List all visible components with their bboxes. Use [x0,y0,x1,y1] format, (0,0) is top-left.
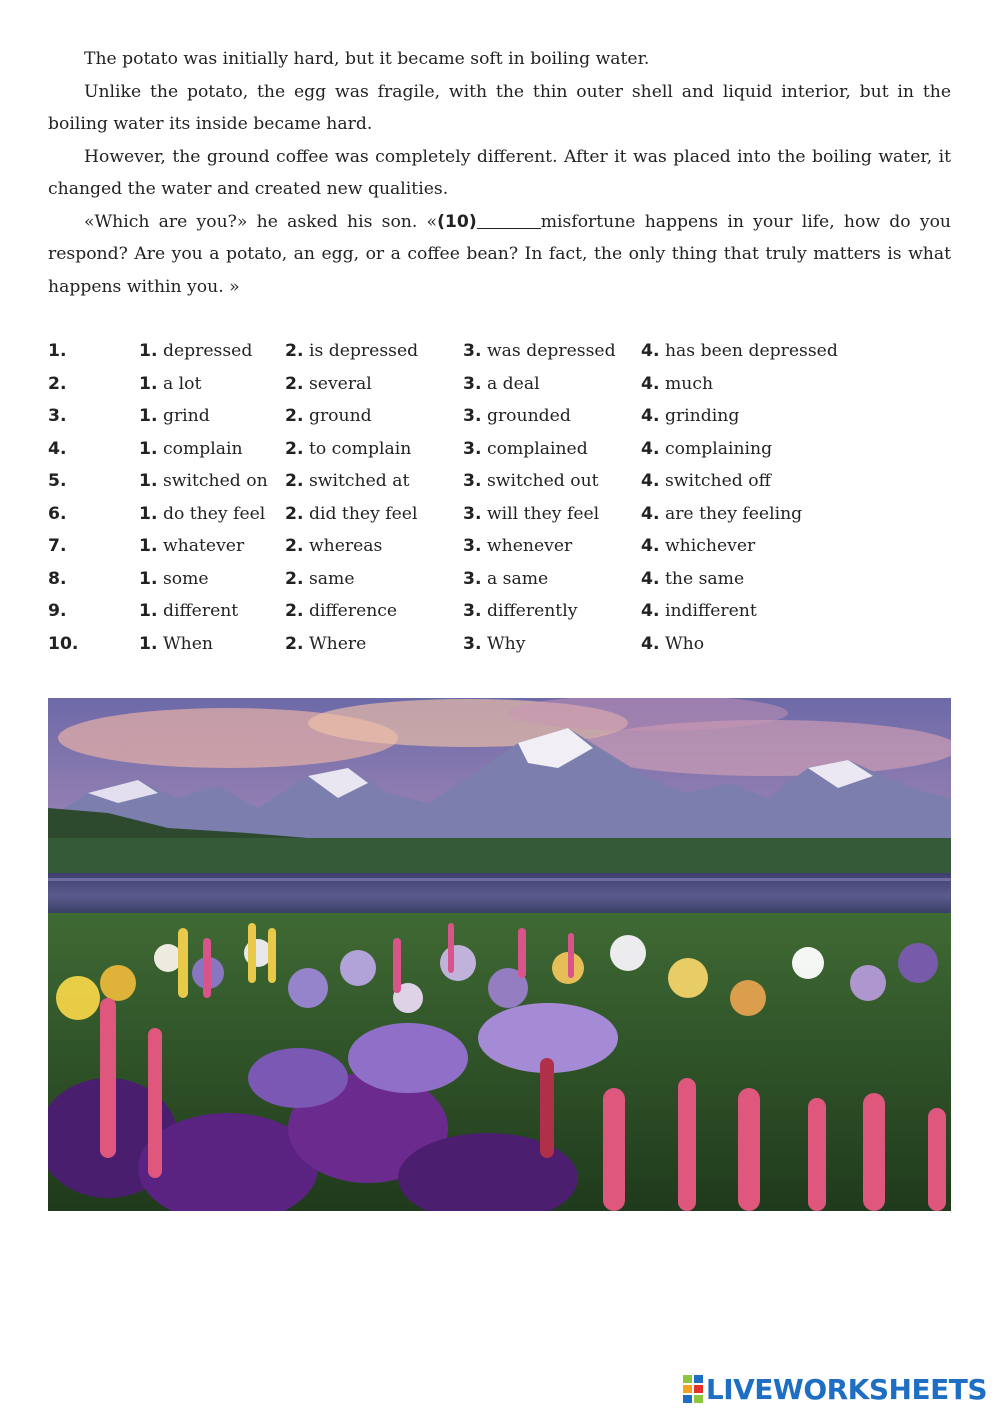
option-number: 3. [463,601,482,621]
option-number: 2. [285,406,304,426]
question-row-2 [48,368,951,401]
option-text: Why [486,633,526,654]
option-number: 3. [463,471,482,491]
option-number: 1. [139,601,158,621]
question-number: 8. [48,568,67,589]
option-number: 4. [641,438,660,459]
option-number: 4. [641,568,660,589]
option-text: a lot [162,373,202,394]
option-text: whereas [308,536,383,556]
option-text: complained [486,438,588,459]
option-text: some [162,568,209,589]
question-number: 1. [48,341,67,361]
option-text: whenever [486,536,573,556]
liveworksheets-logo-icon [682,1374,704,1404]
option-2[interactable] [285,335,418,368]
option-2[interactable] [285,433,411,466]
option-3[interactable] [463,335,616,368]
option-number: 4. [641,373,660,394]
option-number: 4. [641,633,660,654]
question-row-6 [48,498,951,531]
option-text: difference [308,601,398,621]
passage-paragraph-4 [48,206,951,304]
option-text: complaining [664,438,773,459]
option-number: 4. [641,601,660,621]
option-2[interactable] [285,595,397,628]
option-number: 1. [139,471,158,491]
option-1[interactable] [139,628,213,661]
option-2[interactable] [285,530,382,563]
reading-passage [48,43,951,303]
option-3[interactable] [463,465,599,498]
option-number: 2. [285,438,304,459]
option-text: has been depressed [664,341,838,361]
option-number: 3. [463,341,482,361]
liveworksheets-logo [682,1372,987,1406]
option-1[interactable] [139,400,210,433]
option-number: 4. [641,536,660,556]
option-2[interactable] [285,465,409,498]
option-number: 2. [285,601,304,621]
option-text: same [308,568,355,589]
option-1[interactable] [139,368,201,401]
option-number: 1. [139,373,158,394]
question-row-10 [48,628,951,661]
option-4[interactable] [641,595,757,628]
question-number: 9. [48,601,67,621]
option-1[interactable] [139,595,238,628]
option-number: 2. [285,568,304,589]
option-4[interactable] [641,498,802,531]
option-number: 1. [139,503,158,524]
option-number: 4. [641,503,660,524]
option-text: depressed [162,341,253,361]
liveworksheets-logo-text: LIVEWORKSHEETS [705,1372,987,1406]
option-number: 3. [463,373,482,394]
option-1[interactable] [139,335,252,368]
question-row-1 [48,335,951,368]
option-1[interactable] [139,530,244,563]
question-row-8 [48,563,951,596]
option-text: a deal [486,373,540,394]
option-2[interactable] [285,498,417,531]
option-text: much [664,373,714,394]
option-number: 1. [139,341,158,361]
option-text: When [162,633,213,654]
option-4[interactable] [641,433,772,466]
gap-blank-10 [477,210,541,228]
option-4[interactable] [641,465,771,498]
question-row-4 [48,433,951,466]
option-number: 3. [463,633,482,654]
option-2[interactable] [285,563,355,596]
option-number: 4. [641,471,660,491]
option-1[interactable] [139,498,265,531]
option-1[interactable] [139,433,243,466]
option-number: 3. [463,568,482,589]
option-text: switched on [162,471,268,491]
option-number: 2. [285,341,304,361]
option-text: differently [486,601,578,621]
option-2[interactable] [285,628,366,661]
option-3[interactable] [463,530,572,563]
question-number: 6. [48,503,67,524]
option-text: ground [308,406,372,426]
option-text: Who [664,633,705,654]
passage-paragraph-1: The potato was initially hard, but it became soft in boiling water. [84,49,650,69]
question-number: 3. [48,406,67,426]
mountain-lake-flowers-photo [48,698,951,1211]
passage-p4-before: «Which are you?» he asked his son. « [84,211,438,232]
question-row-9 [48,595,951,628]
passage-paragraph-3: However, the ground coffee was completely different. After it was placed into the boiling water, it changed the water and created new qualities. [48,146,951,199]
passage-p4-after: misfortune happens in your life, how do you respond? Are you a potato, an egg, or a coffee bean? In fact, the only thing that truly matters is what happens within you. » [48,211,951,297]
option-3[interactable] [463,595,577,628]
question-row-3 [48,400,951,433]
question-number: 10. [48,633,79,654]
option-text: do they feel [162,503,266,524]
passage-paragraph-2: Unlike the potato, the egg was fragile, with the thin outer shell and liquid interior, but in the boiling water its inside became hard. [48,81,951,134]
option-4[interactable] [641,563,744,596]
option-text: grinding [664,406,740,426]
option-3[interactable] [463,433,588,466]
option-number: 3. [463,406,482,426]
question-number: 4. [48,438,67,459]
question-number: 5. [48,471,67,491]
question-row-7 [48,530,951,563]
option-number: 1. [139,406,158,426]
option-text: several [308,373,372,394]
option-4[interactable] [641,335,838,368]
option-number: 2. [285,471,304,491]
option-number: 1. [139,536,158,556]
option-text: whatever [162,536,245,556]
option-text: is depressed [308,341,419,361]
option-1[interactable] [139,465,268,498]
option-text: grounded [486,406,571,426]
option-3[interactable] [463,628,525,661]
option-text: switched off [664,471,771,491]
option-text: are they feeling [664,503,803,524]
option-3[interactable] [463,368,540,401]
option-number: 4. [641,406,660,426]
option-text: Where [308,633,367,654]
option-4[interactable] [641,628,704,661]
option-text: whichever [664,536,756,556]
option-text: complain [162,438,243,459]
option-3[interactable] [463,400,571,433]
option-text: to complain [308,438,412,459]
option-text: switched at [308,471,410,491]
gap-number-10: (10) [437,211,477,232]
question-row-5 [48,465,951,498]
question-number: 7. [48,536,67,556]
option-text: did they feel [308,503,418,524]
option-number: 1. [139,438,158,459]
option-text: will they feel [486,503,600,524]
option-4[interactable] [641,368,713,401]
option-text: the same [664,568,745,589]
option-text: was depressed [486,341,616,361]
answer-options-table [48,335,951,660]
option-number: 2. [285,503,304,524]
option-text: indifferent [664,601,757,621]
option-number: 3. [463,503,482,524]
option-3[interactable] [463,498,599,531]
option-number: 3. [463,536,482,556]
option-4[interactable] [641,400,739,433]
option-text: different [162,601,239,621]
option-text: switched out [486,471,599,491]
option-number: 1. [139,633,158,654]
option-text: grind [162,406,210,426]
option-number: 1. [139,568,158,589]
option-1[interactable] [139,563,209,596]
option-number: 4. [641,341,660,361]
option-2[interactable] [285,368,372,401]
option-number: 2. [285,536,304,556]
option-3[interactable] [463,563,548,596]
question-number: 2. [48,373,67,394]
option-4[interactable] [641,530,755,563]
option-text: a same [486,568,549,589]
option-2[interactable] [285,400,372,433]
option-number: 2. [285,373,304,394]
option-number: 2. [285,633,304,654]
option-number: 3. [463,438,482,459]
